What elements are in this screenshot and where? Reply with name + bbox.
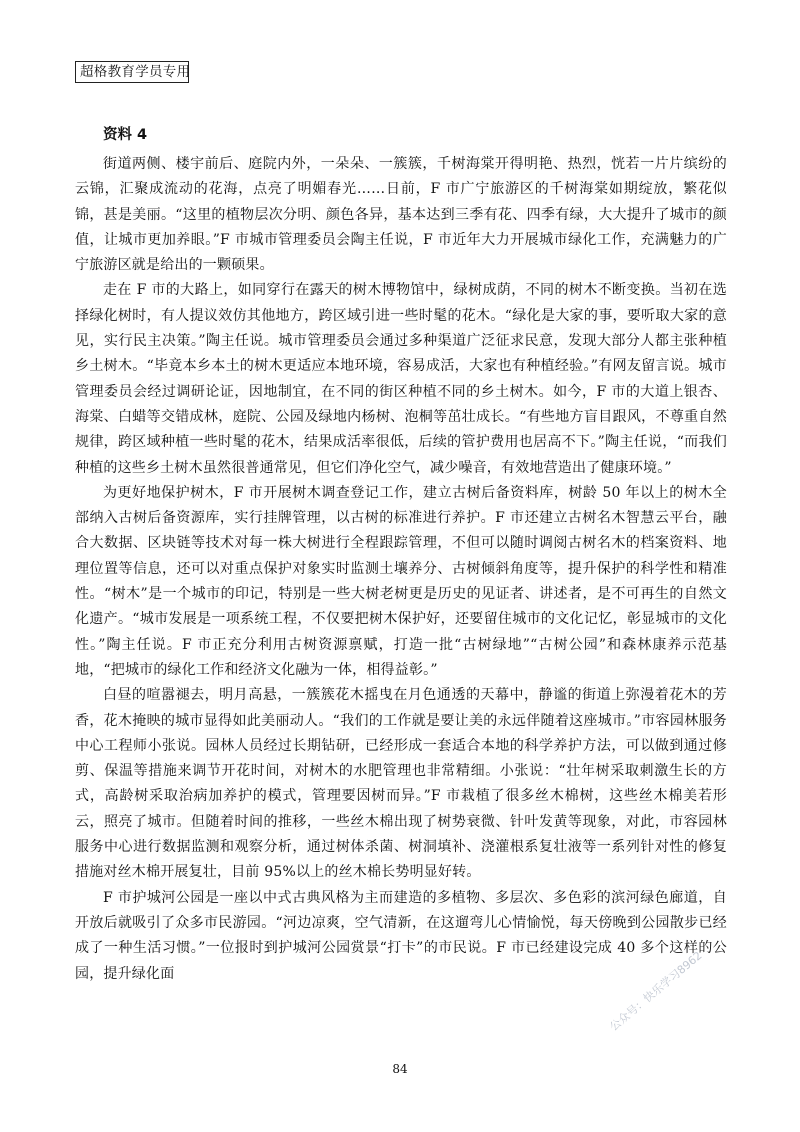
paragraph-4: 白昼的喧嚣褪去，明月高悬，一簇簇花木摇曳在月色通透的天幕中，静谧的街道上弥漫着花木的芳香，花木掩映的城市显得如此美丽动人。“我们的工作就是要让美的永远伴随着这座城市。”市容园林服务中心工程师小张说。园林人员经过长期钻研，已经形成一套适合本地的科学养护方法，可以做到通过修剪、保温等措施来调节开花时间，对树木的水肥管理也非常精细。小张说：“壮年树采取刺激生长的方式，高龄树采取治病加养护的模式，管理要因树而异。”F 市栽植了很多丝木棉树，这些丝木棉美若形云，照亮了城市。但随着时间的推移，一些丝木棉出现了树势衰微、针叶发黄等现象，对此，市容园林服务中心进行数据监测和观察分析，通过树体杀菌、树洞填补、浇灌根系复壮液等一系列针对性的修复措施对丝木棉开展复壮，目前 95%以上的丝木棉长势明显好转。 — [75, 687, 727, 881]
section-title: 资料 4 — [103, 127, 148, 143]
paragraph-1: 街道两侧、楼宇前后、庭院内外，一朵朵、一簇簇，千树海棠开得明艳、热烈，恍若一片片缤纷的云锦，汇聚成流动的花海，点亮了明媚春光……日前，F 市广宁旅游区的千树海棠如期绽放，繁花似锦，甚是美丽。“这里的植物层次分明、颜色各异，基本达到三季有花、四季有绿，大大提升了城市的颜值，让城市更加养眼。”F 市城市管理委员会陶主任说，F 市近年大力开展城市绿化工作，充满魅力的广宁旅游区就是给出的一颗硕果。 — [75, 156, 727, 274]
paragraph-3: 为更好地保护树木，F 市开展树木调查登记工作，建立古树后备资料库，树龄 50 年以上的树木全部纳入古树后备资源库，实行挂牌管理，以古树的标准进行养护。F 市还建立古树名木智慧云平台，融合大数据、区块链等技术对每一株大树进行全程跟踪管理，不但可以随时调阅古树名木的档案资料、地理位置等信息，还可以对重点保护对象实时监测土壤养分、古树倾斜角度等，提升保护的科学性和精准性。“树木”是一个城市的印记，特别是一些大树老树更是历史的见证者、讲述者，是不可再生的自然文化遗产。“城市发展是一项系统工程，不仅要把树木保护好，还要留住城市的文化记忆，彰显城市的文化性。”陶主任说。F 市正充分利用古树资源禀赋，打造一批“古树绿地”“古树公园”和森林康养示范基地，“把城市的绿化工作和经济文化融为一体，相得益彰。” — [75, 484, 727, 678]
watermark: 公众号：快乐学习8962 — [607, 948, 705, 1034]
paragraph-2: 走在 F 市的大路上，如同穿行在露天的树木博物馆中，绿树成荫，不同的树木不断变换。当初在选择绿化树时，有人提议效仿其他地方，跨区域引进一些时髦的花木。“绿化是大家的事，要听取大家的意见，实行民主决策。”陶主任说。城市管理委员会通过多种渠道广泛征求民意，发现大部分人都主张种植乡土树木。“毕竟本乡本土的树木更适应本地环境，容易成活，大家也有种植经验。”有网友留言说。城市管理委员会经过调研论证，因地制宜，在不同的街区种植不同的乡土树木。如今，F 市的大道上银杏、海棠、白蜡等交错成林，庭院、公园及绿地内杨树、泡桐等茁壮成长。“有些地方盲目跟风，不尊重自然规律，跨区域种植一些时髦的花木，结果成活率很低，后续的管护费用也居高不下。”陶主任说，“而我们种植的这些乡土树木虽然很普通常见，但它们净化空气，减少噪音，有效地营造出了健康环境。” — [75, 282, 727, 476]
page-number: 84 — [392, 1062, 408, 1076]
exclusive-use-stamp: 超格教育学员专用 — [75, 61, 189, 83]
paragraph-5: F 市护城河公园是一座以中式古典风格为主而建造的多植物、多层次、多色彩的滨河绿色廊道，自开放后就吸引了众多市民游园。“河边凉爽，空气清新，在这遛弯儿心情愉悦，每天傍晚到公园散步已经成了一种生活习惯。”一位报时到护城河公园赏景“打卡”的市民说。F 市已经建设完成 40 多个这样的公园，提升绿化面 — [75, 889, 727, 982]
document-body — [75, 124, 727, 987]
